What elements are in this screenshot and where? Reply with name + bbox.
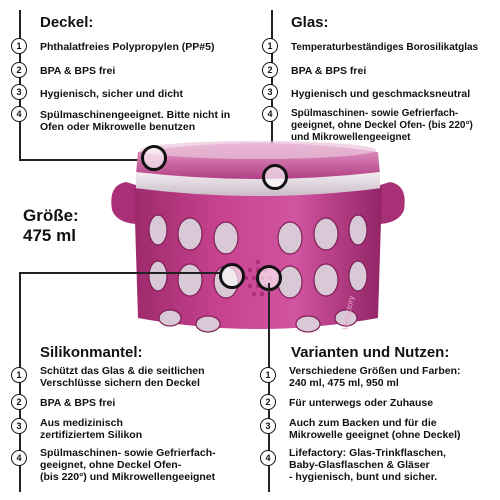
varianten-badge-2: 2 [260,394,276,410]
silikon-badge-1: 1 [11,367,27,383]
silikon-item-3: Aus medizinisch zertifiziertem Silikon [40,417,143,441]
silikon-item-2: BPA & BPS frei [40,397,116,409]
deckel-badge-4: 4 [11,106,27,122]
deckel-item-1: Phthalatfreies Polypropylen (PP#5) [40,41,215,53]
deckel-item-3: Hygienisch, sicher und dicht [40,88,183,100]
silikon-heading: Silikonmantel: [40,344,143,361]
deckel-badge-1: 1 [11,38,27,54]
varianten-item-3: Auch zum Backen und für die Mikrowelle geeignet (ohne Deckel) [289,417,461,441]
varianten-badge-4: 4 [260,450,276,466]
glas-item-2: BPA & BPS frei [291,65,367,77]
deckel-badge-3: 3 [11,84,27,100]
glas-badge-1: 1 [262,38,278,54]
silikon-badge-2: 2 [11,394,27,410]
deckel-badge-2: 2 [11,62,27,78]
glas-item-4: Spülmaschinen- sowie Gefrierfach- geeignet, ohne Deckel Ofen- (bis 220°) und Mikrowellengeeignet [291,108,473,143]
callout-glass [262,164,288,190]
glas-item-1: Temperaturbeständiges Borosilikatglas [291,42,479,53]
glas-item-3: Hygienisch und geschmacksneutral [291,88,471,100]
size-value: 475 ml [23,226,76,245]
varianten-badge-1: 1 [260,367,276,383]
size-label: Größe: [23,206,79,225]
deckel-heading: Deckel: [40,14,94,31]
varianten-badge-3: 3 [260,418,276,434]
callout-sleeve [219,263,245,289]
silikon-connector-horizontal [19,272,221,274]
silikon-badge-3: 3 [11,418,27,434]
silikon-item-4: Spülmaschinen- sowie Gefrierfach- geeignet, ohne Deckel Ofen- (bis 220°) und Mikrowellengeeignet [40,447,216,483]
glas-badge-2: 2 [262,62,278,78]
glas-heading: Glas: [291,14,329,31]
brand-text: lifefactory [341,295,356,331]
deckel-item-4: Spülmaschinengeeignet. Bitte nicht in Ofen oder Mikrowelle benutzen [40,109,231,133]
varianten-heading: Varianten und Nutzen: [291,344,450,361]
varianten-item-4: Lifefactory: Glas-Trinkflaschen, Baby-Glasflaschen & Gläser - hygienisch, bunt und sicher. [289,447,446,483]
deckel-item-2: BPA & BPS frei [40,65,116,77]
varianten-item-2: Für unterwegs oder Zuhause [289,397,434,409]
glas-badge-4: 4 [262,106,278,122]
glas-badge-3: 3 [262,84,278,100]
varianten-item-1: Verschiedene Größen und Farben: 240 ml, 475 ml, 950 ml [289,365,461,389]
callout-lid [141,145,167,171]
silikon-item-1: Schützt das Glas & die seitlichen Verschlüsse sichern den Deckel [40,365,205,389]
silikon-badge-4: 4 [11,450,27,466]
